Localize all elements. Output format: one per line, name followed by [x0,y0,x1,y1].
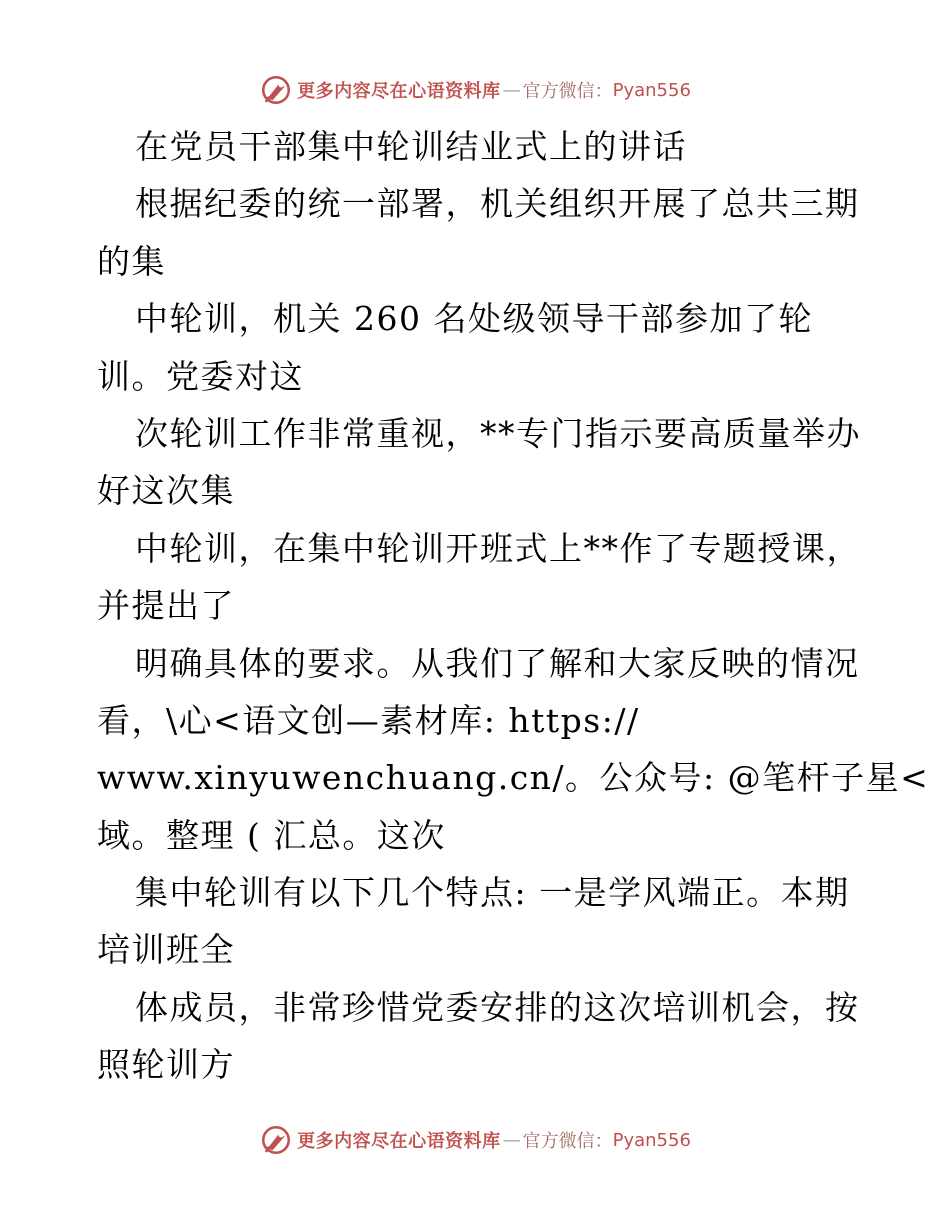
document-title: 在党员干部集中轮训结业式上的讲话 [135,127,687,166]
banner-wechat-id: Pyan556 [612,1129,691,1151]
text-line: 并提出了 [97,586,235,626]
text-line: 照轮训方 [97,1045,235,1085]
pen-nib-icon [259,73,293,107]
text-line: 明确具体的要求。从我们了解和大家反映的情况 [135,643,860,683]
text-line: 好这次集 [97,471,235,511]
banner-dash: — [502,1129,521,1151]
banner-wechat-id: Pyan556 [612,79,691,101]
text-line: 域。整理 ( 汇总。这次 [97,815,446,855]
text-line: www.xinyuwenchuang.cn/。公众号: @笔杆子星< [97,758,930,798]
text-line: 的集 [97,241,166,281]
text-line: 中轮训，在集中轮训开班式上**作了专题授课， [135,528,861,568]
text-line: 体成员，非常珍惜党委安排的这次培训机会，按 [135,987,860,1027]
footer-banner [0,1120,950,1160]
text-line: 看，\心<语文创—素材库: https:// [97,700,640,740]
text-line: 训。党委对这 [97,356,304,396]
banner-wechat-label: 官方微信： [522,81,613,102]
pen-nib-icon [259,1123,293,1157]
text-line: 集中轮训有以下几个特点: 一是学风端正。本期 [135,873,850,913]
text-line: 根据纪委的统一部署，机关组织开展了总共三期 [135,184,860,224]
banner-dash: — [502,79,521,101]
document-body [97,118,930,1094]
banner-title: 更多内容尽在心语资料库 [297,81,501,102]
banner-title: 更多内容尽在心语资料库 [297,1131,501,1152]
text-line: 培训班全 [97,930,235,970]
header-banner [0,70,950,110]
text-line: 中轮训，机关 260 名处级领导干部参加了轮 [135,299,813,339]
text-line: 次轮训工作非常重视，**专门指示要高质量举办 [135,413,861,453]
banner-wechat-label: 官方微信： [522,1131,613,1152]
